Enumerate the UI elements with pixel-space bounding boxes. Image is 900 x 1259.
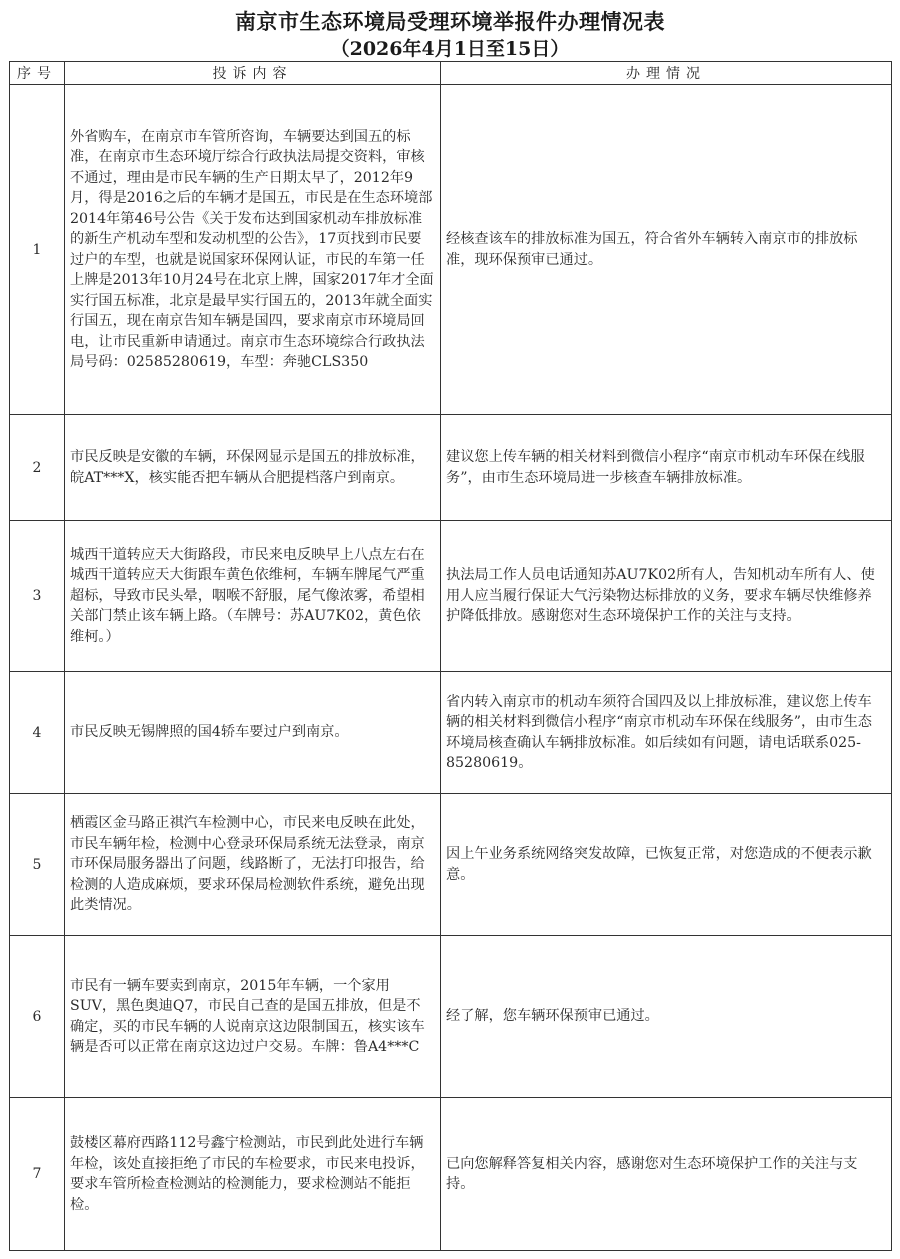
complaint-text: 鼓楼区幕府西路112号鑫宁检测站，市民到此处进行车辆年检，该处直接拒绝了市民的车检要求，市民来电投诉，要求车管所检查检测站的检测能力，要求检测站不能拒检。 (65, 1098, 441, 1251)
complaint-text: 市民有一辆车要卖到南京，2015年车辆，一个家用SUV，黑色奥迪Q7，市民自己查的是国五排放，但是不确定，买的市民车辆的人说南京这边限制国五，核实该车辆是否可以正常在南京这边过户交易。车牌：鲁A4***C (65, 936, 441, 1098)
complaint-text: 栖霞区金马路正祺汽车检测中心，市民来电反映在此处，市民车辆年检，检测中心登录环保局系统无法登录，南京市环保局服务器出了问题，线路断了，无法打印报告，给检测的人造成麻烦，要求环保局检测软件系统，避免出现此类情况。 (65, 794, 441, 936)
row-number: 5 (10, 794, 65, 936)
response-text: 经了解，您车辆环保预审已通过。 (441, 936, 892, 1098)
response-text: 经核查该车的排放标准为国五，符合省外车辆转入南京市的排放标准，现环保预审已通过。 (441, 85, 892, 415)
response-text: 因上午业务系统网络突发故障，已恢复正常，对您造成的不便表示歉意。 (441, 794, 892, 936)
complaint-text: 城西干道转应天大街路段，市民来电反映早上八点左右在城西干道转应天大街跟车黄色依维柯，车辆车牌尾气严重超标，导致市民头晕，咽喉不舒服，尾气像浓雾，希望相关部门禁止该车辆上路。（车牌号：苏AU7K02，黄色依维柯。） (65, 521, 441, 672)
header-complaint-content: 投诉内容 (65, 62, 441, 85)
document-title: 南京市生态环境局受理环境举报件办理情况表 (235, 9, 665, 34)
complaint-text: 市民反映是安徽的车辆，环保网显示是国五的排放标准，皖AT***X，核实能否把车辆从合肥提档落户到南京。 (65, 415, 441, 521)
header-handling-status: 办理情况 (441, 62, 892, 85)
response-text: 建议您上传车辆的相关材料到微信小程序“南京市机动车环保在线服务”，由市生态环境局进一步核查车辆排放标准。 (441, 415, 892, 521)
header-serial-number: 序号 (10, 62, 65, 85)
complaint-text: 外省购车，在南京市车管所咨询，车辆要达到国五的标准，在南京市生态环境厅综合行政执法局提交资料，审核不通过，理由是市民车辆的生产日期太早了，2012年9月，得是2016之后的车辆才是国五，市民是在生态环境部2014年第46号公告《关于发布达到国家机动车排放标准的新生产机动车型和发动机型的公告》，17页找到市民要过户的车型，也就是说国家环保网认证，市民的车第一任上牌是2013年10月24号在北京上牌，国家2017年才全面实行国五标准，北京是最早实行国五的，2013年就全面实行国五，现在南京告知车辆是国四，要求南京市环境局回电，让市民重新申请通过。南京市生态环境综合行政执法局号码：02585280619，车型：奔驰CLS350 (65, 85, 441, 415)
table-row (10, 521, 892, 672)
row-number: 7 (10, 1098, 65, 1251)
table-row (10, 85, 892, 415)
response-text: 已向您解释答复相关内容，感谢您对生态环境保护工作的关注与支持。 (441, 1098, 892, 1251)
table-header-row (10, 62, 892, 85)
row-number: 4 (10, 672, 65, 794)
table-row (10, 1098, 892, 1251)
row-number: 6 (10, 936, 65, 1098)
row-number: 3 (10, 521, 65, 672)
document-subtitle: （2026年4月1日至15日） (330, 38, 570, 60)
row-number: 1 (10, 85, 65, 415)
response-text: 执法局工作人员电话通知苏AU7K02所有人，告知机动车所有人、使用人应当履行保证大气污染物达标排放的义务，要求车辆尽快维修养护降低排放。感谢您对生态环境保护工作的关注与支持。 (441, 521, 892, 672)
table-row (10, 672, 892, 794)
row-number: 2 (10, 415, 65, 521)
complaints-table (9, 61, 892, 1251)
table-row (10, 415, 892, 521)
complaint-text: 市民反映无锡牌照的国4轿车要过户到南京。 (65, 672, 441, 794)
table-row (10, 936, 892, 1098)
table-row (10, 794, 892, 936)
response-text: 省内转入南京市的机动车须符合国四及以上排放标准，建议您上传车辆的相关材料到微信小程序“南京市机动车环保在线服务”，由市生态环境局核查确认车辆排放标准。如后续如有问题，请电话联系025-85280619。 (441, 672, 892, 794)
